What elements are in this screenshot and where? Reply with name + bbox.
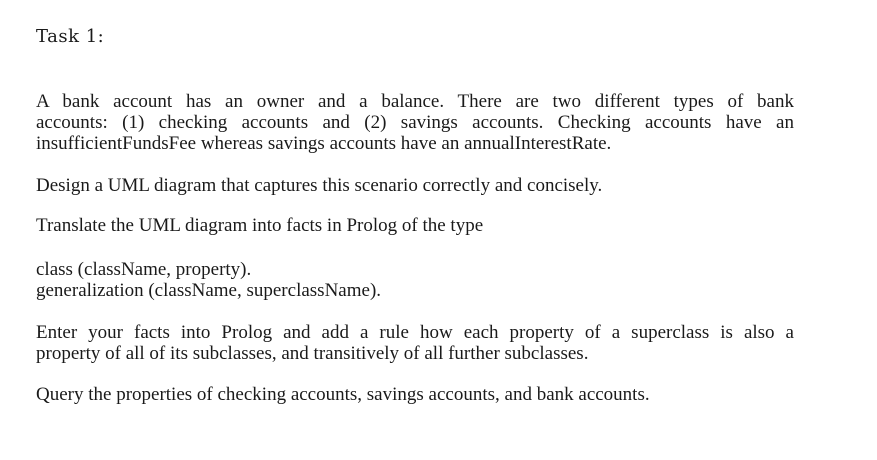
prolog-fact-types (36, 259, 381, 301)
intro-line: accounts: (1) checking accounts and (2) savings accounts. Checking accounts have an (36, 112, 794, 133)
enter-line: Enter your facts into Prolog and add a rule how each property of a superclass is also a (36, 322, 794, 343)
query-line: Query the properties of checking accounts, savings accounts, and bank accounts. (36, 384, 650, 405)
design-instruction (36, 175, 602, 196)
intro-line: insufficientFundsFee whereas savings accounts have an annualInterestRate. (36, 133, 612, 154)
translate-line: Translate the UML diagram into facts in Prolog of the type (36, 215, 484, 236)
design-line: Design a UML diagram that captures this scenario correctly and concisely. (36, 175, 603, 196)
query-instruction (36, 384, 650, 405)
intro-paragraph (36, 91, 794, 154)
intro-line: A bank account has an owner and a balance. There are two different types of bank (36, 91, 794, 112)
fact-type-generalization: generalization (className, superclassName). (36, 280, 382, 301)
enter-instruction (36, 322, 794, 364)
translate-instruction (36, 215, 483, 236)
enter-line: property of all of its subclasses, and transitively of all further subclasses. (36, 343, 589, 364)
task-title: Task 1: (36, 26, 105, 47)
fact-type-class: class (className, property). (36, 259, 252, 280)
